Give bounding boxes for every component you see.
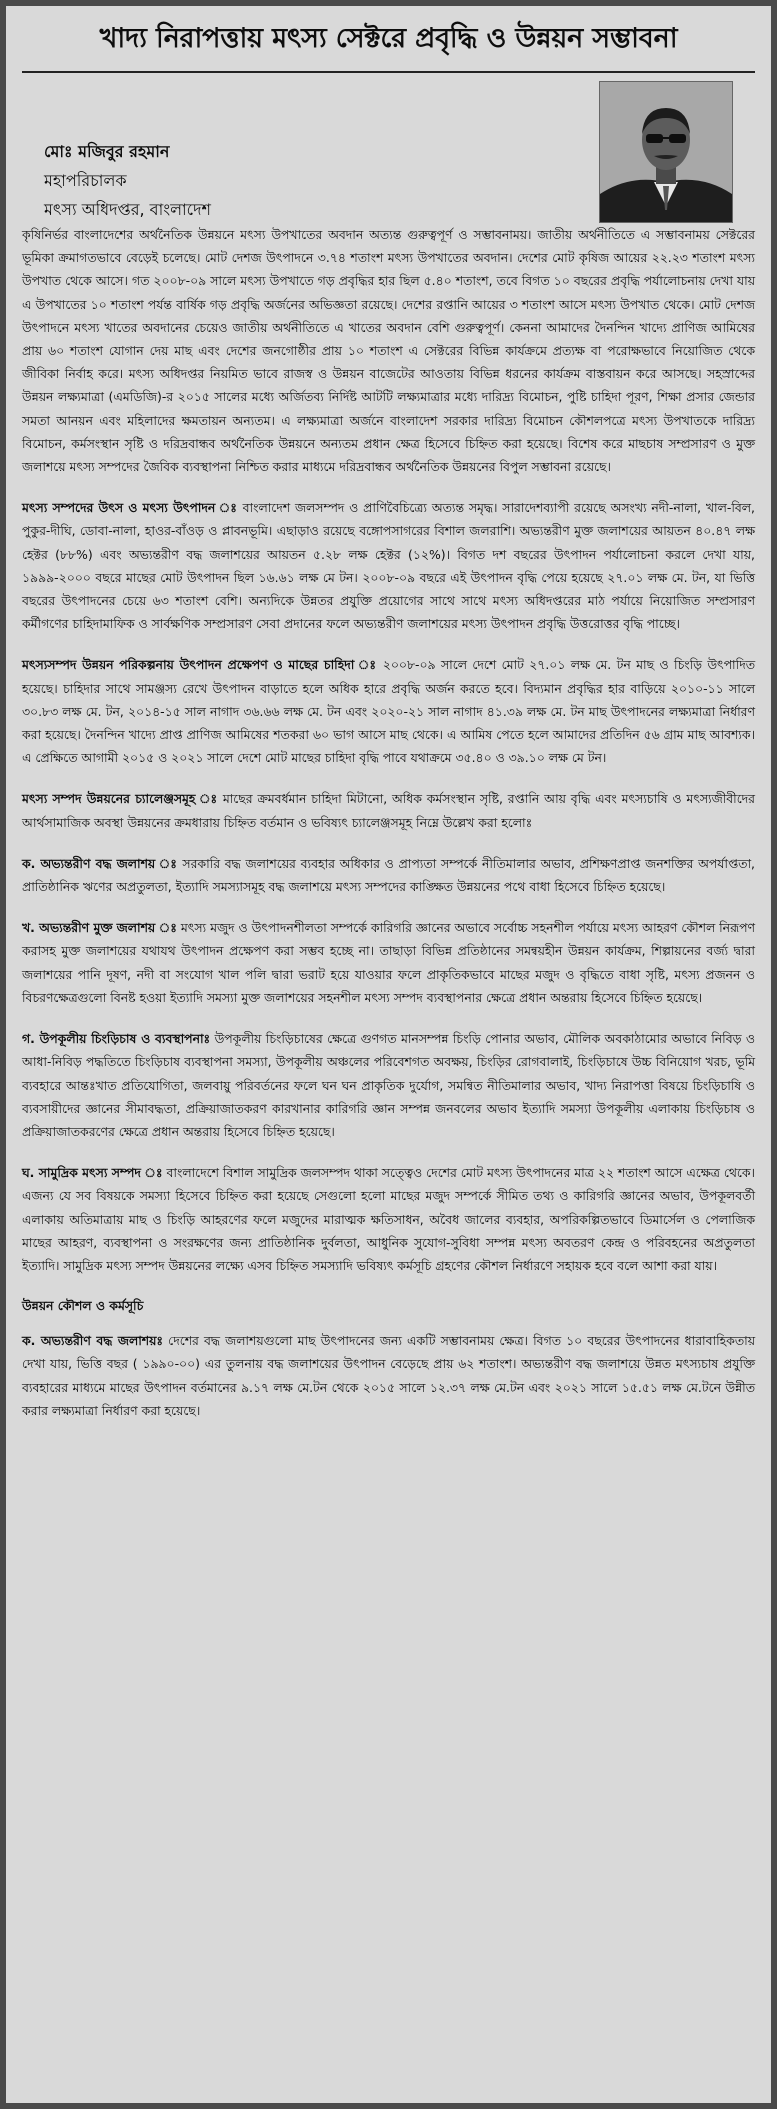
strategy-heading: উন্নয়ন কৌশল ও কর্মসূচি [22, 1298, 144, 1314]
article-page [6, 6, 771, 2103]
author-portrait-image [600, 82, 732, 222]
section-inland-closed-water [22, 852, 755, 898]
author-name: মোঃ মজিবুর রহমান [44, 142, 170, 161]
section-heading: মৎস্যসম্পদ উন্নয়ন পরিকল্পনায় উৎপাদন প্রক্ষেপণ ও মাছের চাহিদা ঃ [22, 657, 378, 673]
section-heading: খ. অভ্যন্তরীণ মুক্ত জলাশয় ঃ [22, 920, 177, 936]
section-heading: ক. অভ্যন্তরীণ বদ্ধ জলাশয়ঃ [22, 1333, 164, 1349]
section-body: বাংলাদেশে বিশাল সামুদ্রিক জলসম্পদ থাকা সত্ত্বেও দেশের মোট মৎস্য উৎপাদনের মাত্র ২২ শতাংশ আসে এক্ষেত্র থেকে। এজন্য যে সব বিষয়কে সমস্যা হিসেবে চিহ্নিত করা হয়েছে সেগুলো হলো মাছের মজুদ সম্পর্কে সীমিত তথ্য ও কারিগরি জ্ঞানের অভাব, উপকূলবর্তী এলাকায় অতিমাত্রায় মাছ ও চিংড়ি আহরণের ফলে মজুদের মারাত্মক ক্ষতিসাধন, অবৈধ জালের ব্যবহার, অপরিকল্পিতভাবে ডিমার্সেল ও পেলাজিক মাছের আহরণ, ব্যবস্থাপনা ও সংরক্ষণের জন্য প্রাতিষ্ঠানিক দুর্বলতা, আধুনিক সুযোগ-সুবিধা সম্পন্ন মৎস্য অবতরণ কেন্দ্র ও পরিবহনের অপ্রতুলতা ইত্যাদি। সামুদ্রিক মৎস্য সম্পদ উন্নয়নের লক্ষ্যে এসব চিহ্নিত সমস্যাদি ভবিষ্যৎ কর্মসূচি গ্রহণের কৌশল নির্ধারণে সহায়ক হবে বলে আশা করা যায়। [22, 1165, 755, 1273]
section-coastal-shrimp [22, 1027, 755, 1143]
section-body: বাংলাদেশ জলসম্পদ ও প্রাণিবৈচিত্র্যে অত্যন্ত সমৃদ্ধ। সারাদেশব্যাপী রয়েছে অসংখ্য নদী-নালা, খাল-বিল, পুকুর-দীঘি, ডোবা-নালা, হাওর-বাঁওড় ও প্লাবনভূমি। এছাড়াও রয়েছে বঙ্গোপসাগরের বিশাল জলরাশি। অভ্যন্তরীণ মুক্ত জলাশয়ের আয়তন ৪০.৪৭ লক্ষ হেক্টর (৮৮%) এবং অভ্যন্তরীণ বদ্ধ জলাশয়ের আয়তন ৫.২৮ লক্ষ হেক্টর (১২%)। বিগত দশ বছরের উৎপাদন পর্যালোচনা করলে দেখা যায়, ১৯৯৯-২০০০ বছরে মাছের মোট উৎপাদন ছিল ১৬.৬১ লক্ষ মে টন। ২০০৮-০৯ বছরে এই উৎপাদন বৃদ্ধি পেয়ে হয়েছে ২৭.০১ লক্ষ মে. টন, যা ভিত্তি বছরের উৎপাদনের চেয়ে ৬৩ শতাংশ বেশি। অন্যদিকে উন্নতর প্রযুক্তি প্রয়োগের সাথে সাথে মৎস্য অধিদপ্তরের মাঠ পর্যায়ে নিয়োজিত সম্প্রসারণ কর্মীগণের চাহিদামাফিক ও সার্বক্ষণিক সম্প্রসারণ সেবা প্রদানের ফলে অভ্যন্তরীণ জলাশয়ের মৎস্য উৎপাদন প্রবৃদ্ধি উত্তরোত্তর বৃদ্ধি পাচ্ছে। [22, 500, 755, 632]
author-photo [599, 81, 733, 223]
section-inland-open-water [22, 916, 755, 1009]
section-body: ২০০৮-০৯ সালে দেশে মোট ২৭.০১ লক্ষ মে. টন মাছ ও চিংড়ি উৎপাদিত হয়েছে। চাহিদার সাথে সামঞ্জস্য রেখে উৎপাদন বাড়াতে হলে অধিক হারে প্রবৃদ্ধি অর্জন করতে হবে। বিদ্যমান প্রবৃদ্ধির হার বাড়িয়ে ২০১০-১১ সালে ৩০.৮৩ লক্ষ মে. টন, ২০১৪-১৫ সাল নাগাদ ৩৬.৬৬ লক্ষ মে. টন এবং ২০২০-২১ সাল নাগাদ ৪১.৩৯ লক্ষ মে. টন মাছ উৎপাদনের লক্ষ্যমাত্রা নির্ধারণ করা হয়েছে। দৈনন্দিন খাদ্যে প্রাপ্ত প্রাণিজ আমিষের শতকরা ৬০ ভাগ আসে মাছ থেকে। এ আমিষ পেতে হলে আমাদের প্রতিদিন ৫৬ গ্রাম মাছ আবশ্যক। এ প্রেক্ষিতে আগামী ২০১৫ ও ২০২১ সালে দেশে মোট মাছের চাহিদা বৃদ্ধি পাবে যথাক্রমে ৩৫.৪০ ও ৩৯.১০ লক্ষ মে টন। [22, 657, 755, 766]
intro-paragraph: কৃষিনির্ভর বাংলাদেশের অর্থনৈতিক উন্নয়নে মৎস্য উপখাতের অবদান অত্যন্ত গুরুত্বপূর্ণ ও সম্ভাবনাময়। জাতীয় অর্থনীতিতে এ সম্ভাবনাময় সেক্টরের ভূমিকা ক্রমাগতভাবে বেড়েই চলেছে। মোট দেশজ উৎপাদনে ৩.৭৪ শতাংশ মৎস্য উপখাতের অবদান। দেশের মোট কৃষিজ আয়ের ২২.২৩ শতাংশ মৎস্য উপখাত থেকে আসে। গত ২০০৮-০৯ সালে মৎস্য উপখাতে গড় প্রবৃদ্ধির হার ছিল ৫.৪০ শতাংশ, তবে বিগত ১০ বছরের প্রবৃদ্ধি পর্যালোচনায় দেখা যায় এ উপখাতের ১০ শতাংশ পর্যন্ত বার্ষিক গড় প্রবৃদ্ধি অর্জনের অভিজ্ঞতা রয়েছে। দেশের রপ্তানি আয়ের ৩ শতাংশ আসে মৎস্য উপখাত থেকে। মোট দেশজ উৎপাদনে মৎস্য খাতের অবদানের চেয়েও জাতীয় অর্থনীতিতে এ খাতের অবদান বেশি গুরুত্বপূর্ণ। কেননা আমাদের দৈনন্দিন খাদ্যে প্রাণিজ আমিষের প্রায় ৬০ শতাংশ যোগান দেয় মাছ এবং দেশের জনগোষ্ঠীর প্রায় ১০ শতাংশ এ সেক্টরের বিভিন্ন কার্যক্রমে প্রত্যক্ষ বা পরোক্ষভাবে নিয়োজিত থেকে জীবিকা নির্বাহ করে। মৎস্য অধিদপ্তর নিয়মিত ভাবে রাজস্ব ও উন্নয়ন বাজেটের আওতায় বিভিন্ন ধরনের কার্যক্রম বাস্তবায়ন করে আসছে। সহস্রাব্দের উন্নয়ন লক্ষ্যমাত্রা (এমডিজি)-র ২০১৫ সালের মধ্যে অর্জিতব্য নির্দিষ্ট আটটি লক্ষ্যমাত্রার মধ্যে দারিদ্র্য বিমোচন, পুষ্টি চাহিদা পূরণ, শিক্ষা প্রসার জেন্ডার সমতা আনয়ন এবং মহিলাদের ক্ষমতায়ন অন্যতম। এ লক্ষ্যমাত্রা অর্জনে বাংলাদেশ সরকার দারিদ্র্য বিমোচন কৌশলপত্রে মৎস্য উপখাতকে দারিদ্র্য বিমোচন, কর্মসংস্থান সৃষ্টি ও দরিদ্রবান্ধব অর্থনৈতিক উন্নয়নে অন্যতম প্রধান ক্ষেত্র হিসেবে চিহ্নিত করা হয়েছে। বিশেষ করে মাছচাষ সম্প্রসারণ ও মুক্ত জলাশয়ে মৎস্য সম্পদের জৈবিক ব্যবস্থাপনা নিশ্চিত করার মাধ্যমে দরিদ্রবান্ধব অর্থনৈতিক উন্নয়নের বিপুল সম্ভাবনা রয়েছে। [22, 227, 755, 475]
author-info [44, 137, 211, 224]
section-body: সরকারি বদ্ধ জলাশয়ের ব্যবহার অধিকার ও প্রাপ্যতা সম্পর্কে নীতিমালার অভাব, প্রশিক্ষণপ্রাপ্ত জনশক্তির অপর্যাপ্ততা, প্রাতিষ্ঠানিক ঋণের অপ্রতুলতা, ইত্যাদি সমস্যাসমূহ বদ্ধ জলাশয়ে মৎস্য সম্পদের কাঙ্ক্ষিত উন্নয়নের পথে বাধা হিসেবে চিহ্নিত হয়েছে। [22, 855, 755, 895]
section-body: মৎস্য মজুদ ও উৎপাদনশীলতা সম্পর্কে কারিগরি জ্ঞানের অভাবে সর্বোচ্চ সহনশীল পর্যায়ে মৎস্য আহরণ কৌশল নিরূপণ করাসহ মুক্ত জলাশয়ের যথাযথ উৎপাদন প্রক্ষেপণ করা সম্ভব হচ্ছে না। তাছাড়া বিভিন্ন প্রতিষ্ঠানের সমন্বয়হীন উন্নয়ন কার্যক্রম, শিল্পায়নের বর্জ্য দ্বারা জলাশয়ের পানি দূষণ, নদী বা সংযোগ খাল পলি দ্বারা ভরাট হয়ে যাওয়ার ফলে প্রাকৃতিকভাবে মাছের মজুদ ও বৃদ্ধিতে বাধা সৃষ্টি, মৎস্য প্রজনন ও বিচরণক্ষেত্রগুলো বিনষ্ট হওয়া ইত্যাদি সমস্যা মুক্ত জলাশয়ের সহনশীল মৎস্য সম্পদ ব্যবস্থাপনার ক্ষেত্রে প্রধান অন্তরায় হিসেবে চিহ্নিত হয়েছে। [22, 920, 755, 1005]
section-marine-fisheries [22, 1161, 755, 1277]
author-block [22, 71, 755, 223]
section-fish-resources [22, 496, 755, 635]
section-production-projection [22, 653, 755, 769]
author-designation: মহাপরিচালক [44, 171, 127, 190]
section-challenges [22, 787, 755, 833]
section-heading: ক. অভ্যন্তরীণ বদ্ধ জলাশয় ঃ [22, 855, 178, 871]
section-heading: গ. উপকূলীয় চিংড়িচাষ ও ব্যবস্থাপনাঃ [22, 1031, 211, 1047]
article-title: খাদ্য নিরাপত্তায় মৎস্য সেক্টরে প্রবৃদ্ধি ও উন্নয়ন সম্ভাবনা [99, 23, 678, 54]
section-heading: ঘ. সামুদ্রিক মৎস্য সম্পদ ঃ [22, 1165, 163, 1181]
section-strategy-closed-water [22, 1329, 755, 1422]
section-body: মাছের ক্রমবর্ধমান চাহিদা মিটানো, অধিক কর্মসংস্থান সৃষ্টি, রপ্তানি আয় বৃদ্ধি এবং মৎস্যচাষি ও মৎস্যজীবীদের আর্থসামাজিক অবস্থা উন্নয়নের ক্রমধারায় চিহ্নিত বর্তমান ও ভবিষ্যৎ চ্যালেঞ্জসমূহ নিম্নে উল্লেখ করা হলোঃ [22, 791, 756, 830]
section-heading: মৎস্য সম্পদ উন্নয়নের চ্যালেঞ্জসমূহ ঃ [22, 791, 218, 807]
section-heading: মৎস্য সম্পদের উৎস ও মৎস্য উৎপাদন ঃ [22, 500, 238, 516]
section-body: উপকূলীয় চিংড়িচাষের ক্ষেত্রে গুণগত মানসম্পন্ন চিংড়ি পোনার অভাব, মৌলিক অবকাঠামোর অভাবে নিবিড় ও আধা-নিবিড় পদ্ধতিতে চিংড়িচাষ ব্যবস্থাপনা সমস্যা, উপকূলীয় অঞ্চলের পরিবেশগত অবক্ষয়, চিংড়ির রোগবালাই, চিংড়িচাষে উচ্চ বিনিয়োগ খরচ, ভূমি ব্যবহারে আন্তঃখাত প্রতিযোগিতা, জলবায়ু পরিবর্তনের ফলে ঘন ঘন প্রাকৃতিক দুর্যোগ, সমন্বিত নীতিমালার অভাব, খাদ্য নিরাপত্তা বিষয়ে চিংড়িচাষি ও ব্যবসায়ীদের জ্ঞানের সীমাবদ্ধতা, প্রক্রিয়াজাতকরণ কারখানার কারিগরি জ্ঞান সম্পন্ন জনবলের অভাব ইত্যাদি সমস্যা উপকূলীয় এলাকায় চিংড়িচাষ ও প্রক্রিয়াজাতকরণের ক্ষেত্রে প্রধান অন্তরায় হিসেবে চিহ্নিত হয়েছে। [22, 1031, 755, 1139]
author-organization: মৎস্য অধিদপ্তর, বাংলাদেশ [44, 200, 211, 219]
section-body: দেশের বদ্ধ জলাশয়গুলো মাছ উৎপাদনের জন্য একটি সম্ভাবনাময় ক্ষেত্র। বিগত ১০ বছরের উৎপাদনের ধারাবাহিকতায় দেখা যায়, ভিত্তি বছর ( ১৯৯০-০০) এর তুলনায় বদ্ধ জলাশয়ের উৎপাদন বেড়েছে প্রায় ৬২ শতাংশ। অভ্যন্তরীণ বদ্ধ জলাশয়ে উন্নত মৎস্যচাষ প্রযুক্তি ব্যবহারের মাধ্যমে মাছের উৎপাদন বর্তমানের ৯.১৭ লক্ষ মে.টন থেকে ২০১৫ সালে ১২.৩৭ লক্ষ মে.টন এবং ২০২১ সালে ১৫.৫১ লক্ষ মে.টনে উন্নীত করার লক্ষ্যমাত্রা নির্ধারণ করা হয়েছে। [22, 1333, 756, 1418]
